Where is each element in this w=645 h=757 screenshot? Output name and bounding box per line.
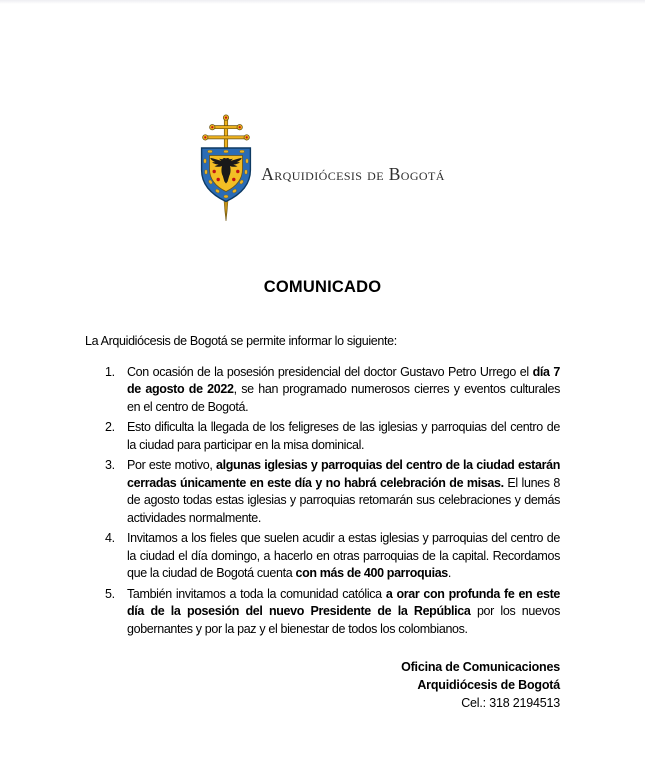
list-item-text: Invitamos a los fieles que suelen acudir a estas iglesias y parroquias del centro de la ciudad el día domingo, a hacerlo en otras parroquias de la capital. Recordamos que la ciudad de Bogotá cuenta bbox=[127, 531, 560, 580]
archdiocese-crest-icon bbox=[200, 114, 252, 224]
list-item-number: 1. bbox=[105, 364, 115, 379]
page-title: COMUNICADO bbox=[263, 278, 382, 296]
list-item-text-bold: a orar con profunda fe en este día de la posesión del nuevo Presidente de la República bbox=[127, 586, 560, 618]
list-item-number: 5. bbox=[105, 586, 115, 601]
list-item-number: 4. bbox=[105, 531, 115, 545]
list-item-number: 3. bbox=[105, 458, 115, 472]
list-item bbox=[85, 530, 560, 583]
list-item-text: . bbox=[447, 566, 452, 580]
list-item-text-bold: algunas iglesias y parroquias del centro de la ciudad estarán cerradas únicamente en este día y no habrá celebración de misas. bbox=[127, 458, 560, 490]
list-item-text: Por este motivo, bbox=[127, 458, 216, 472]
list-item bbox=[85, 364, 560, 417]
list-item-text-bold: con más de 400 parroquias bbox=[295, 566, 448, 580]
list-item-text: También invitamos a toda la comunidad católica bbox=[127, 586, 386, 601]
list-item-text: Esto dificulta la llegada de los feligreses de las iglesias y parroquias del centro de la ciudad para participar en la misa dominical. bbox=[127, 420, 560, 452]
list-item-text: , se han programado numerosos cierres y eventos culturales en el centro de Bogotá. bbox=[127, 382, 560, 414]
list-item-text: Con ocasión de la posesión presidencial del doctor Gustavo Petro Urrego el bbox=[127, 364, 533, 379]
comunicado-list bbox=[85, 364, 560, 639]
signature-phone: Cel.: 318 2194513 bbox=[461, 696, 560, 710]
list-item bbox=[85, 457, 560, 527]
signature-block bbox=[85, 658, 560, 712]
list-item-number: 2. bbox=[105, 420, 115, 434]
list-item bbox=[85, 586, 560, 639]
list-item-text: El lunes 8 de agosto todas estas iglesias y parroquias retomarán sus celebraciones y demás actividades normalmente. bbox=[127, 475, 560, 525]
archdiocese-wordmark: Arquidiócesis de Bogotá bbox=[261, 163, 445, 184]
list-item-text: por los nuevos gobernantes y por la paz y el bienestar de todos los colombianos. bbox=[127, 604, 561, 636]
archdiocese-logo bbox=[0, 0, 645, 224]
signature-org: Arquidiócesis de Bogotá bbox=[417, 678, 560, 692]
list-item-text-bold: día 7 de agosto de 2022 bbox=[127, 364, 560, 396]
signature-office: Oficina de Comunicaciones bbox=[401, 660, 560, 674]
intro-paragraph: La Arquidiócesis de Bogotá se permite informar lo siguiente: bbox=[85, 334, 397, 348]
comunicado-body bbox=[85, 333, 560, 638]
list-item bbox=[85, 419, 560, 454]
